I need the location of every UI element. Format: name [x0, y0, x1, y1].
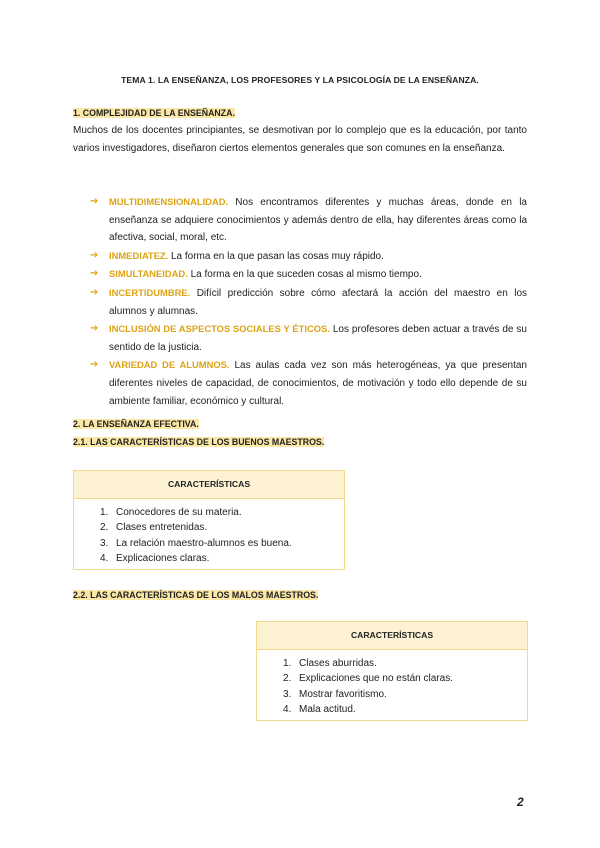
arrow-icon: ➔ — [90, 323, 99, 335]
bullet-item — [90, 265, 527, 284]
bad-teachers-list — [257, 656, 527, 718]
bullet-item — [90, 193, 527, 247]
item-number: 2. — [283, 673, 292, 685]
bullet-text: Los profesores deben actuar a través de su sentido de la justicia. — [109, 324, 527, 353]
list-item — [100, 505, 344, 520]
bullet-term: VARIEDAD DE ALUMNOS. — [109, 359, 230, 371]
item-text: Clases entretenidas. — [116, 522, 208, 534]
item-number: 3. — [100, 537, 109, 549]
bullet-term: INMEDIATEZ. — [109, 249, 169, 261]
list-item — [100, 520, 344, 535]
item-text: La relación maestro-alumnos es buena. — [116, 537, 292, 549]
arrow-icon: ➔ — [90, 359, 99, 371]
section-1-heading-text: 1. COMPLEJIDAD DE LA ENSEÑANZA. — [73, 108, 235, 118]
list-item — [283, 702, 527, 717]
item-number: 4. — [100, 553, 109, 565]
arrow-icon: ➔ — [90, 268, 99, 280]
item-number: 2. — [100, 522, 109, 534]
list-item — [100, 536, 344, 551]
section-2-2-heading — [73, 590, 318, 600]
list-item — [283, 687, 527, 702]
bad-teachers-table — [256, 621, 528, 721]
bullet-text: Nos encontramos diferentes y muchas áreas, donde en la enseñanza se adquiere conocimientos y además dentro de ella, hay diferentes áreas como la afectiva, social, moral, etc. — [109, 197, 527, 244]
item-number: 1. — [100, 507, 109, 518]
list-item — [283, 671, 527, 686]
bullet-text: Las aulas cada vez son más heterogéneas, ya que presentan diferentes niveles de capacidad, de conocimientos, de motivación y todo ello depende de su ambiente familiar, económico y cultural. — [109, 360, 527, 407]
item-text: Explicaciones que no están claras. — [299, 673, 453, 685]
item-text: Mala actitud. — [299, 704, 356, 716]
section-2-2-heading-text: 2.2. LAS CARACTERÍSTICAS DE LOS MALOS MAESTROS. — [73, 590, 319, 600]
bullet-term: MULTIDIMENSIONALIDAD. — [109, 196, 229, 207]
section-2-heading-text: 2. LA ENSEÑANZA EFECTIVA. — [73, 419, 199, 429]
table-header: CARACTERÍSTICAS — [74, 471, 344, 499]
document-title: TEMA 1. LA ENSEÑANZA, LOS PROFESORES Y LA PSICOLOGÍA DE LA ENSEÑANZA. — [121, 75, 479, 85]
section-1-bullet-list — [90, 193, 527, 410]
item-number: 1. — [283, 658, 292, 669]
section-2-1-heading-text: 2.1. LAS CARACTERÍSTICAS DE LOS BUENOS MAESTROS. — [73, 437, 325, 447]
item-text: Conocedores de su materia. — [116, 507, 242, 518]
item-text: Mostrar favoritismo. — [299, 688, 387, 700]
item-text: Clases aburridas. — [299, 658, 377, 669]
item-text: Explicaciones claras. — [116, 553, 210, 565]
bullet-term: INCERTIDUMBRE. — [109, 286, 191, 298]
list-item — [283, 656, 527, 671]
section-2-1-heading — [73, 437, 324, 447]
item-number: 3. — [283, 688, 292, 700]
bullet-term: SIMULTANEIDAD. — [109, 268, 188, 280]
bullet-item — [90, 320, 527, 356]
list-item — [100, 551, 344, 566]
table-header: CARACTERÍSTICAS — [257, 622, 527, 650]
arrow-icon: ➔ — [90, 196, 99, 207]
bullet-item — [90, 247, 527, 266]
section-1-intro: Muchos de los docentes principiantes, se desmotivan por lo complejo que es la educación, por tanto varios investigadores, diseñaron ciertos elementos generales que son comunes en la enseñanza. — [73, 125, 527, 154]
bullet-item — [90, 284, 527, 320]
bullet-item — [90, 356, 527, 410]
bullet-term: INCLUSIÓN DE ASPECTOS SOCIALES Y ÉTICOS. — [109, 323, 330, 335]
bullet-text: La forma en la que suceden cosas al mismo tiempo. — [187, 269, 422, 281]
section-1-heading — [73, 108, 235, 118]
item-number: 4. — [283, 704, 292, 716]
page-number: 2 — [517, 795, 524, 809]
arrow-icon: ➔ — [90, 249, 99, 261]
good-teachers-table — [73, 470, 345, 570]
section-2-heading — [73, 419, 199, 429]
arrow-icon: ➔ — [90, 286, 99, 298]
bullet-text: Difícil predicción sobre cómo afectará la acción del maestro en los alumnos y alumnas. — [109, 287, 527, 317]
bullet-text: La forma en la que pasan las cosas muy rápido. — [168, 250, 384, 262]
good-teachers-list — [74, 505, 344, 567]
